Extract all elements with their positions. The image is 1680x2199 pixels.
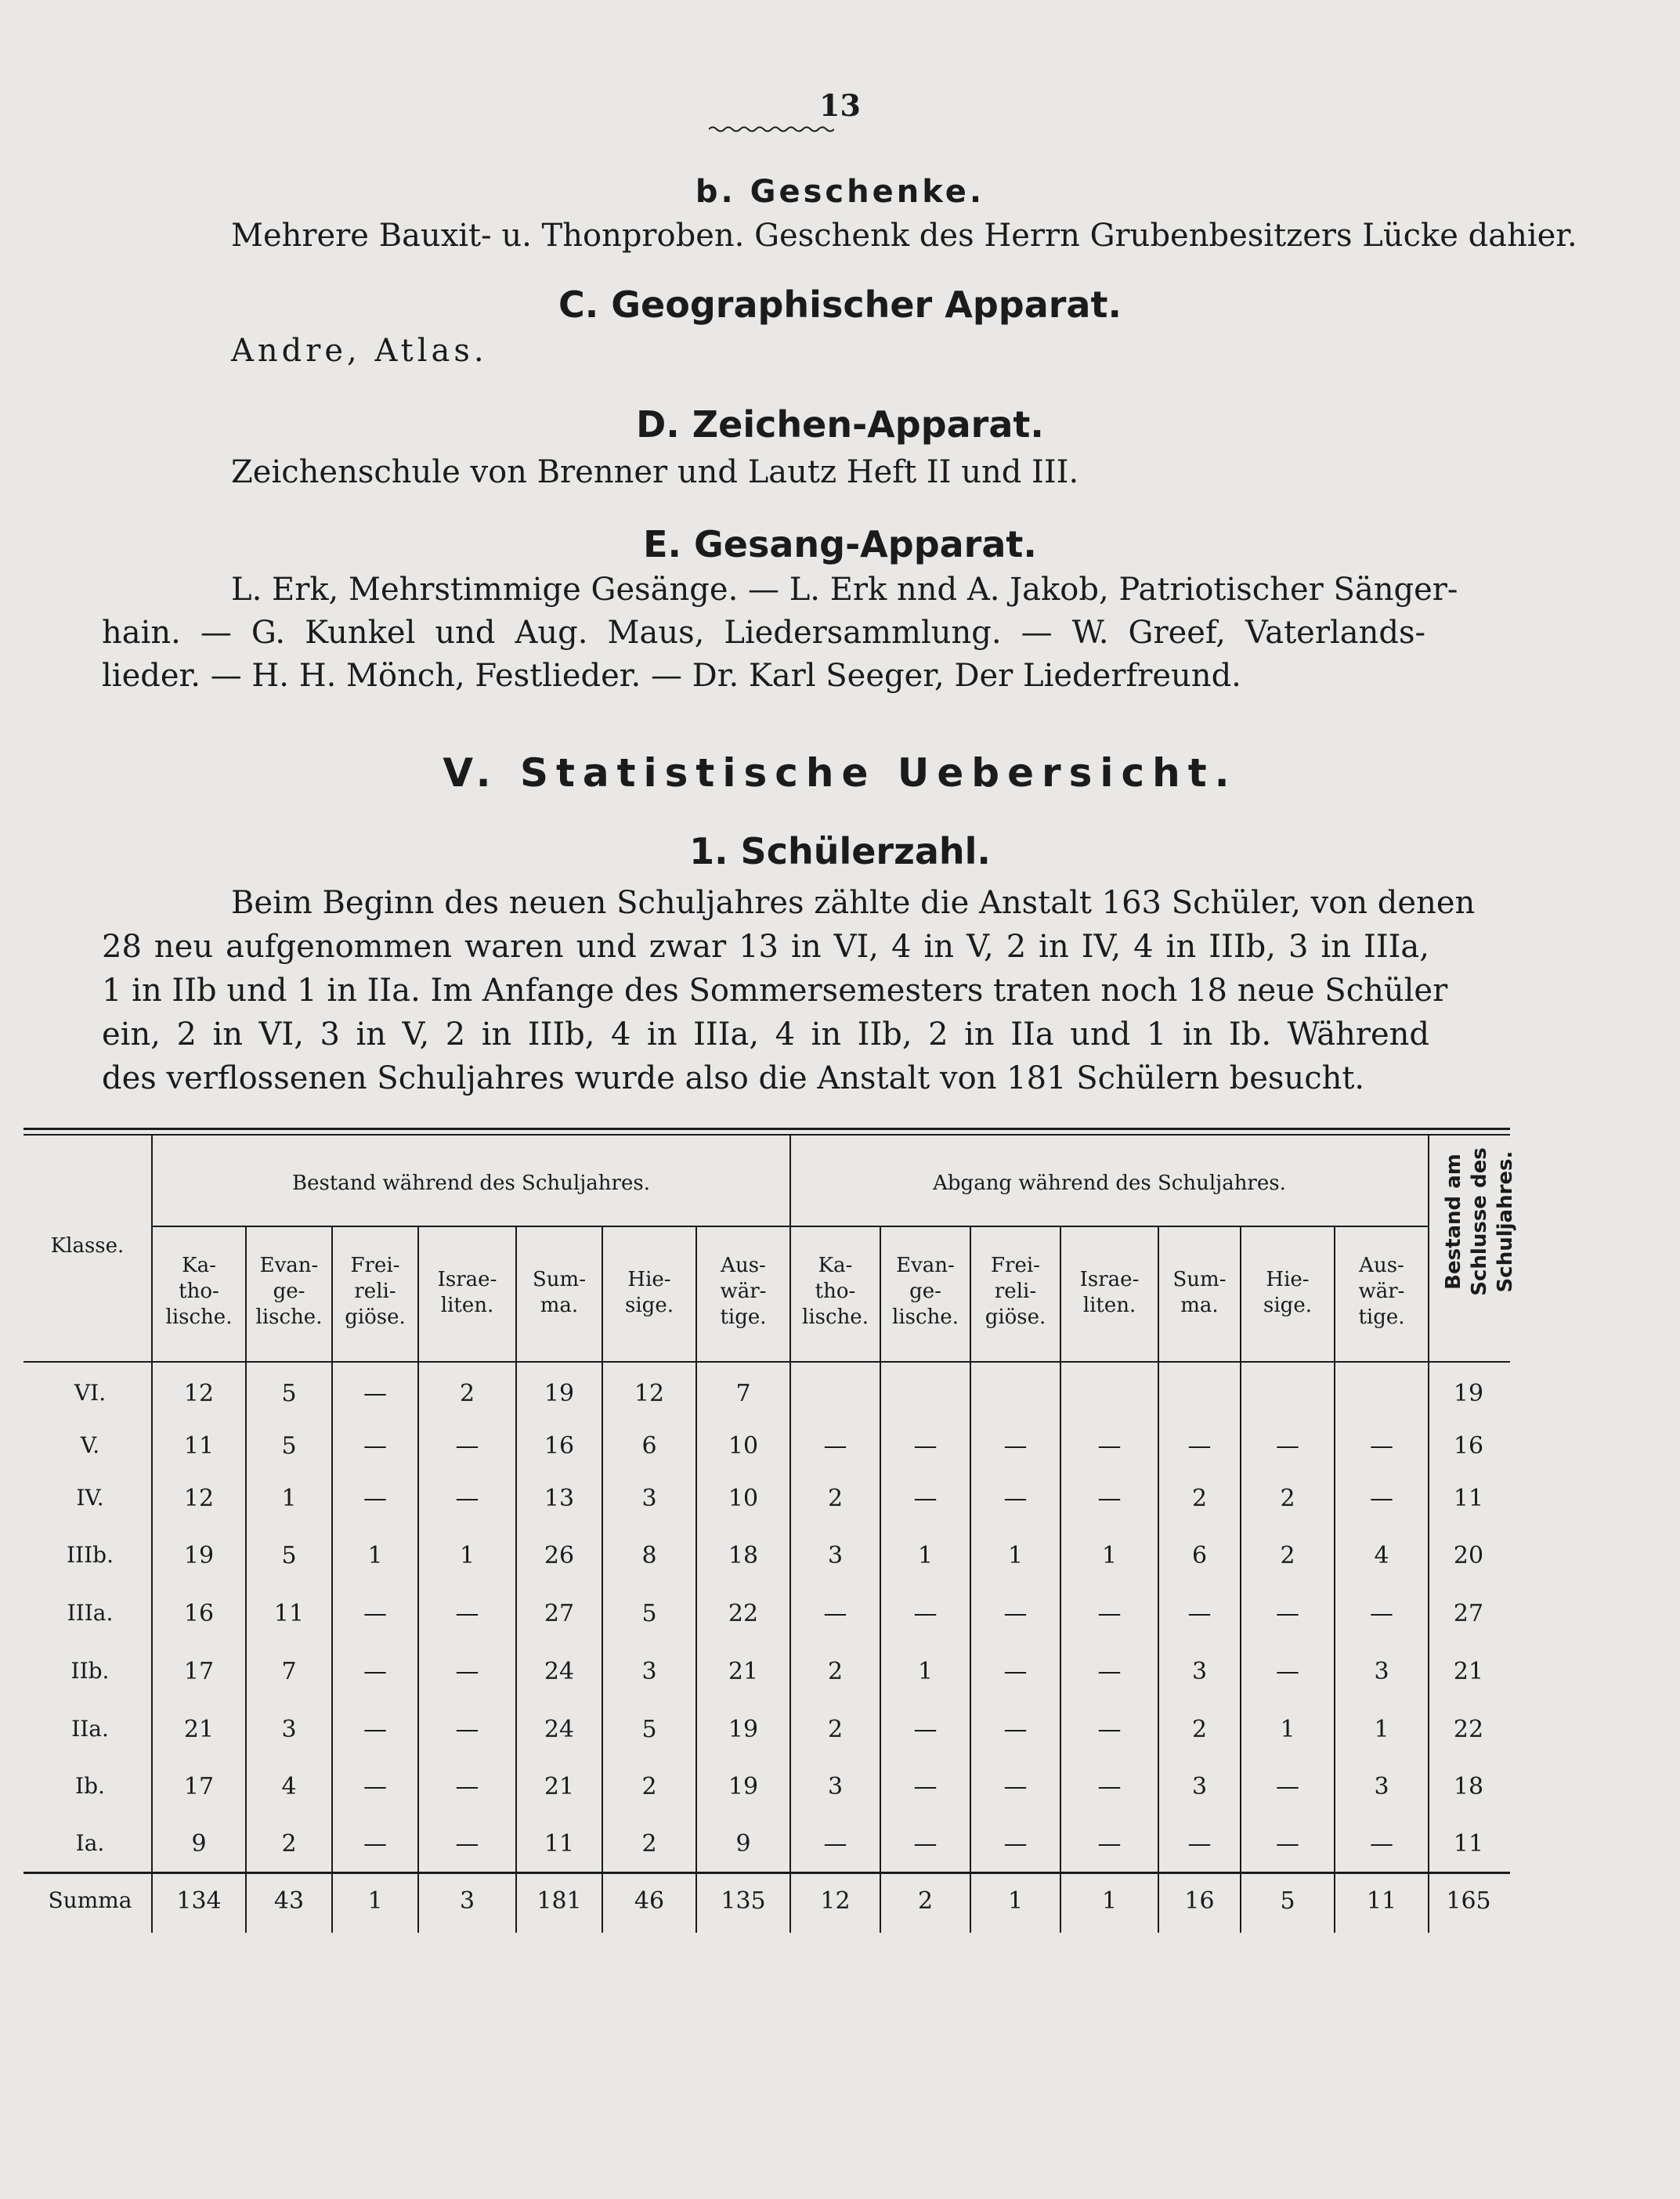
- table-cell: 9: [191, 1830, 207, 1858]
- table-cell: —: [823, 1600, 847, 1627]
- table-cell-bestand-am-schluss: 21: [1453, 1658, 1484, 1685]
- table-cell: 2: [281, 1830, 297, 1858]
- table-cell: 3: [827, 1773, 844, 1800]
- abgang-evangelische-header: Evan- ge- lische.: [892, 1254, 959, 1329]
- table-cell: —: [363, 1600, 387, 1627]
- table-cell: 43: [273, 1887, 305, 1915]
- row-klasse-label: Ib.: [75, 1773, 105, 1799]
- row-klasse-label: V.: [80, 1432, 100, 1458]
- table-cell: —: [455, 1432, 479, 1460]
- table-cell: 1: [1007, 1887, 1024, 1915]
- table-cell: —: [913, 1716, 938, 1743]
- table-cell: 24: [544, 1716, 575, 1743]
- table-cell: —: [455, 1773, 479, 1800]
- table-cell: —: [1097, 1485, 1122, 1512]
- table-cell: —: [455, 1658, 479, 1685]
- table-cell: —: [1276, 1600, 1299, 1627]
- table-cell: —: [1187, 1830, 1212, 1858]
- table-cell: 19: [544, 1380, 575, 1407]
- table-cell: —: [1276, 1658, 1299, 1685]
- table-cell: 18: [728, 1542, 759, 1569]
- bestand-hiesige-header: Hie- sige.: [625, 1268, 674, 1317]
- section-e-title: E. Gesang-Apparat.: [643, 523, 1037, 565]
- table-cell: 17: [183, 1658, 215, 1685]
- abgang-freireligiose-header: Frei- reli- giöse.: [985, 1254, 1046, 1329]
- table-cell: 16: [183, 1600, 215, 1627]
- table-cell: 2: [459, 1380, 475, 1407]
- table-cell: 16: [544, 1432, 575, 1460]
- table-cell: 3: [459, 1887, 475, 1915]
- table-cell: 1: [1007, 1542, 1024, 1569]
- table-cell: 5: [641, 1716, 657, 1743]
- table-cell: 5: [281, 1432, 297, 1460]
- page-number: 13: [819, 88, 861, 123]
- table-cell: —: [455, 1716, 479, 1743]
- table-cell: 3: [1191, 1658, 1208, 1685]
- bestand-freireligiose-header: Frei- reli- giöse.: [345, 1254, 406, 1329]
- paragraph-line1: Beim Beginn des neuen Schuljahres zählte die Anstalt 163 Schüler, von denen: [231, 885, 1476, 921]
- paragraph-line5: des verflossenen Schuljahres wurde also die Anstalt von 181 Schülern besucht.: [102, 1060, 1365, 1096]
- group1-header: Bestand während des Schuljahres.: [292, 1172, 650, 1195]
- table-cell: 19: [728, 1773, 759, 1800]
- abgang-israeliten-header: Israe- liten.: [1079, 1268, 1140, 1317]
- col-rule: [1428, 1134, 1429, 1933]
- table-cell: 27: [544, 1600, 575, 1627]
- table-cell: —: [363, 1716, 387, 1743]
- table-cell-bestand-am-schluss: 19: [1453, 1380, 1484, 1407]
- table-cell-bestand-am-schluss: 165: [1446, 1887, 1491, 1915]
- table-cell: 3: [1191, 1773, 1208, 1800]
- abgang-summa-header: Sum- ma.: [1172, 1268, 1227, 1317]
- table-cell: 10: [728, 1432, 759, 1460]
- bestand-am-schlusse-header: Bestand am Schlusse des Schuljahres.: [1442, 1147, 1517, 1296]
- section-e-line1: L. Erk, Mehrstimmige Gesänge. — L. Erk nnd A. Jakob, Patriotischer Sänger-: [231, 572, 1458, 608]
- col-rule: [695, 1226, 697, 1933]
- table-cell: —: [455, 1600, 479, 1627]
- table-cell: —: [1097, 1830, 1122, 1858]
- table-cell: 181: [537, 1887, 582, 1915]
- table-cell: 2: [641, 1830, 657, 1858]
- table-cell: —: [363, 1485, 387, 1512]
- table-cell: 7: [735, 1380, 751, 1407]
- section-d-title: D. Zeichen-Apparat.: [636, 403, 1044, 446]
- table-cell: 1: [281, 1485, 297, 1512]
- bestand-evangelische-header: Evan- ge- lische.: [255, 1254, 323, 1329]
- col-rule: [331, 1226, 333, 1933]
- table-cell: 3: [641, 1658, 657, 1685]
- table-cell-bestand-am-schluss: 11: [1453, 1485, 1484, 1512]
- table-cell: 1: [459, 1542, 475, 1569]
- table-cell: 3: [281, 1716, 297, 1743]
- abgang-katholische-header: Ka- tho- lische.: [802, 1254, 869, 1329]
- table-cell: —: [363, 1432, 387, 1460]
- table-cell: —: [913, 1600, 938, 1627]
- table-cell: —: [1097, 1432, 1122, 1460]
- row-klasse-label: IIb.: [70, 1658, 110, 1684]
- table-cell: 12: [820, 1887, 851, 1915]
- table-cell: —: [455, 1830, 479, 1858]
- section-1-title: 1. Schülerzahl.: [689, 830, 991, 872]
- ornament-wave: [709, 125, 834, 133]
- table-cell: 2: [1280, 1485, 1295, 1512]
- table-cell: 2: [827, 1658, 844, 1685]
- table-cell: —: [1097, 1658, 1122, 1685]
- table-cell: —: [363, 1380, 387, 1407]
- col-rule: [970, 1226, 971, 1933]
- table-cell: 5: [641, 1600, 657, 1627]
- table-cell: 21: [544, 1773, 575, 1800]
- section-e-line2: hain. — G. Kunkel und Aug. Maus, Liedersammlung. — W. Greef, Vaterlands-: [102, 615, 1425, 651]
- table-cell: 1: [367, 1887, 383, 1915]
- table-cell-bestand-am-schluss: 18: [1453, 1773, 1484, 1800]
- bestand-auswartige-header: Aus- wär- tige.: [720, 1254, 767, 1329]
- table-cell: 3: [1374, 1658, 1389, 1685]
- table-cell-bestand-am-schluss: 27: [1453, 1600, 1484, 1627]
- table-cell: 46: [634, 1887, 665, 1915]
- table-cell: —: [823, 1432, 847, 1460]
- table-cell: —: [913, 1830, 938, 1858]
- table-cell: 12: [634, 1380, 665, 1407]
- table-cell: 134: [176, 1887, 222, 1915]
- table-cell: —: [913, 1485, 938, 1512]
- table-cell: —: [363, 1658, 387, 1685]
- table-cell: 2: [1280, 1542, 1295, 1569]
- bestand-israeliten-header: Israe- liten.: [437, 1268, 497, 1317]
- table-cell: 1: [367, 1542, 383, 1569]
- table-cell: —: [1003, 1773, 1028, 1800]
- table-cell: 13: [544, 1485, 575, 1512]
- table-cell: 2: [827, 1485, 844, 1512]
- table-cell: 11: [544, 1830, 575, 1858]
- table-cell: 24: [544, 1658, 575, 1685]
- row-klasse-label: IIa.: [71, 1716, 109, 1742]
- table-cell: 7: [281, 1658, 297, 1685]
- table-cell: 2: [827, 1716, 844, 1743]
- table-cell: 1: [917, 1658, 934, 1685]
- col-rule: [417, 1226, 419, 1933]
- table-cell: 12: [183, 1485, 215, 1512]
- section-d-text: Zeichenschule von Brenner und Lautz Heft II und III.: [231, 454, 1079, 490]
- table-cell: —: [363, 1830, 387, 1858]
- bestand-summa-header: Sum- ma.: [533, 1268, 586, 1317]
- row-klasse-label: IIIa.: [67, 1600, 114, 1626]
- table-cell: 12: [183, 1380, 215, 1407]
- table-cell: —: [1370, 1485, 1393, 1512]
- table-cell: 2: [917, 1887, 934, 1915]
- table-cell-bestand-am-schluss: 11: [1453, 1830, 1484, 1858]
- table-cell-bestand-am-schluss: 20: [1453, 1542, 1484, 1569]
- table-cell: 1: [1101, 1542, 1118, 1569]
- col-rule: [602, 1226, 603, 1933]
- table-cell: —: [823, 1830, 847, 1858]
- table-cell: —: [1097, 1600, 1122, 1627]
- row-klasse-label: IV.: [76, 1485, 104, 1511]
- table-cell: 3: [641, 1485, 657, 1512]
- table-cell: 26: [544, 1542, 575, 1569]
- table-cell: 135: [721, 1887, 766, 1915]
- table-cell: —: [455, 1485, 479, 1512]
- table-cell: —: [1003, 1658, 1028, 1685]
- paragraph-line2: 28 neu aufgenommen waren und zwar 13 in VI, 4 in V, 2 in IV, 4 in IIIb, 3 in IIIa,: [102, 929, 1429, 965]
- abgang-auswartige-header: Aus- wär- tige.: [1358, 1254, 1405, 1329]
- table-cell: 16: [1184, 1887, 1215, 1915]
- table-cell: 21: [728, 1658, 759, 1685]
- table-cell: —: [1003, 1830, 1028, 1858]
- table-cell: 11: [183, 1432, 215, 1460]
- table-cell: —: [1370, 1830, 1393, 1858]
- table-cell: 6: [641, 1432, 657, 1460]
- table-cell: —: [913, 1773, 938, 1800]
- section-b-text: Mehrere Bauxit- u. Thonproben. Geschenk des Herrn Grubenbesitzers Lücke dahier.: [231, 218, 1577, 254]
- table-cell: 5: [281, 1542, 297, 1569]
- col-rule: [245, 1226, 247, 1933]
- table-cell: 2: [1191, 1716, 1208, 1743]
- row-klasse-label: Ia.: [75, 1830, 105, 1856]
- table-cell: 2: [1191, 1485, 1208, 1512]
- paragraph-line4: ein, 2 in VI, 3 in V, 2 in IIIb, 4 in IIIa, 4 in IIb, 2 in IIa und 1 in Ib. Während: [102, 1016, 1429, 1053]
- row-klasse-label: IIIb.: [66, 1542, 114, 1568]
- row-klasse-label: Summa: [48, 1887, 132, 1913]
- table-cell: 1: [917, 1542, 934, 1569]
- table-cell: —: [1276, 1830, 1299, 1858]
- section-c-title: C. Geographischer Apparat.: [558, 283, 1122, 326]
- col-rule: [880, 1226, 881, 1933]
- table-cell: 4: [281, 1773, 297, 1800]
- col-rule: [515, 1226, 517, 1933]
- table-cell: —: [1003, 1716, 1028, 1743]
- table-cell: —: [1276, 1432, 1299, 1460]
- table-cell: 4: [1374, 1542, 1389, 1569]
- table-cell: 19: [183, 1542, 215, 1569]
- table-cell: 2: [641, 1773, 657, 1800]
- section-e-line3: lieder. — H. H. Mönch, Festlieder. — Dr. Karl Seeger, Der Liederfreund.: [102, 658, 1241, 694]
- table-cell: 3: [827, 1542, 844, 1569]
- section-b-title: b. Geschenke.: [695, 174, 985, 210]
- table-cell: 19: [728, 1716, 759, 1743]
- col-rule: [1240, 1226, 1241, 1933]
- table-top-rule: [23, 1128, 1510, 1130]
- table-cell: —: [1187, 1432, 1212, 1460]
- table-cell: —: [1003, 1432, 1028, 1460]
- paragraph-line3: 1 in IIb und 1 in IIa. Im Anfange des Sommersemesters traten noch 18 neue Schüler: [102, 973, 1448, 1009]
- table-cell-bestand-am-schluss: 22: [1453, 1716, 1484, 1743]
- table-cell: —: [1276, 1773, 1299, 1800]
- table-cell: 5: [1280, 1887, 1295, 1915]
- table-cell: 1: [1280, 1716, 1295, 1743]
- row-klasse-label: VI.: [74, 1380, 107, 1406]
- table-cell: 6: [1191, 1542, 1208, 1569]
- table-cell: —: [1003, 1485, 1028, 1512]
- table-cell: —: [1370, 1600, 1393, 1627]
- table-top-rule-2: [23, 1134, 1510, 1136]
- klasse-header: Klasse.: [50, 1234, 125, 1258]
- table-cell: 8: [641, 1542, 657, 1569]
- table-cell: —: [1187, 1600, 1212, 1627]
- table-cell: 21: [183, 1716, 215, 1743]
- table-cell: —: [1097, 1716, 1122, 1743]
- table-cell: 1: [1374, 1716, 1389, 1743]
- table-cell: —: [1370, 1432, 1393, 1460]
- table-cell: 11: [273, 1600, 305, 1627]
- table-cell: 5: [281, 1380, 297, 1407]
- abgang-hiesige-header: Hie- sige.: [1263, 1268, 1312, 1317]
- table-cell-bestand-am-schluss: 16: [1453, 1432, 1484, 1460]
- table-cell: 22: [728, 1600, 759, 1627]
- table-cell: —: [1003, 1600, 1028, 1627]
- col-rule: [1060, 1226, 1061, 1933]
- section-v-title: V. Statistische Uebersicht.: [443, 750, 1237, 796]
- table-cell: 11: [1366, 1887, 1397, 1915]
- table-cell: —: [363, 1773, 387, 1800]
- table-cell: —: [1097, 1773, 1122, 1800]
- table-cell: —: [913, 1432, 938, 1460]
- section-c-text: Andre, Atlas.: [231, 333, 488, 369]
- col-rule: [1334, 1226, 1335, 1933]
- bestand-katholische-header: Ka- tho- lische.: [165, 1254, 233, 1329]
- table-cell: 3: [1374, 1773, 1389, 1800]
- table-cell: 10: [728, 1485, 759, 1512]
- table-cell: 9: [735, 1830, 751, 1858]
- col-rule: [1158, 1226, 1159, 1933]
- group2-header: Abgang während des Schuljahres.: [933, 1172, 1286, 1195]
- table-cell: 1: [1101, 1887, 1118, 1915]
- table-cell: 17: [183, 1773, 215, 1800]
